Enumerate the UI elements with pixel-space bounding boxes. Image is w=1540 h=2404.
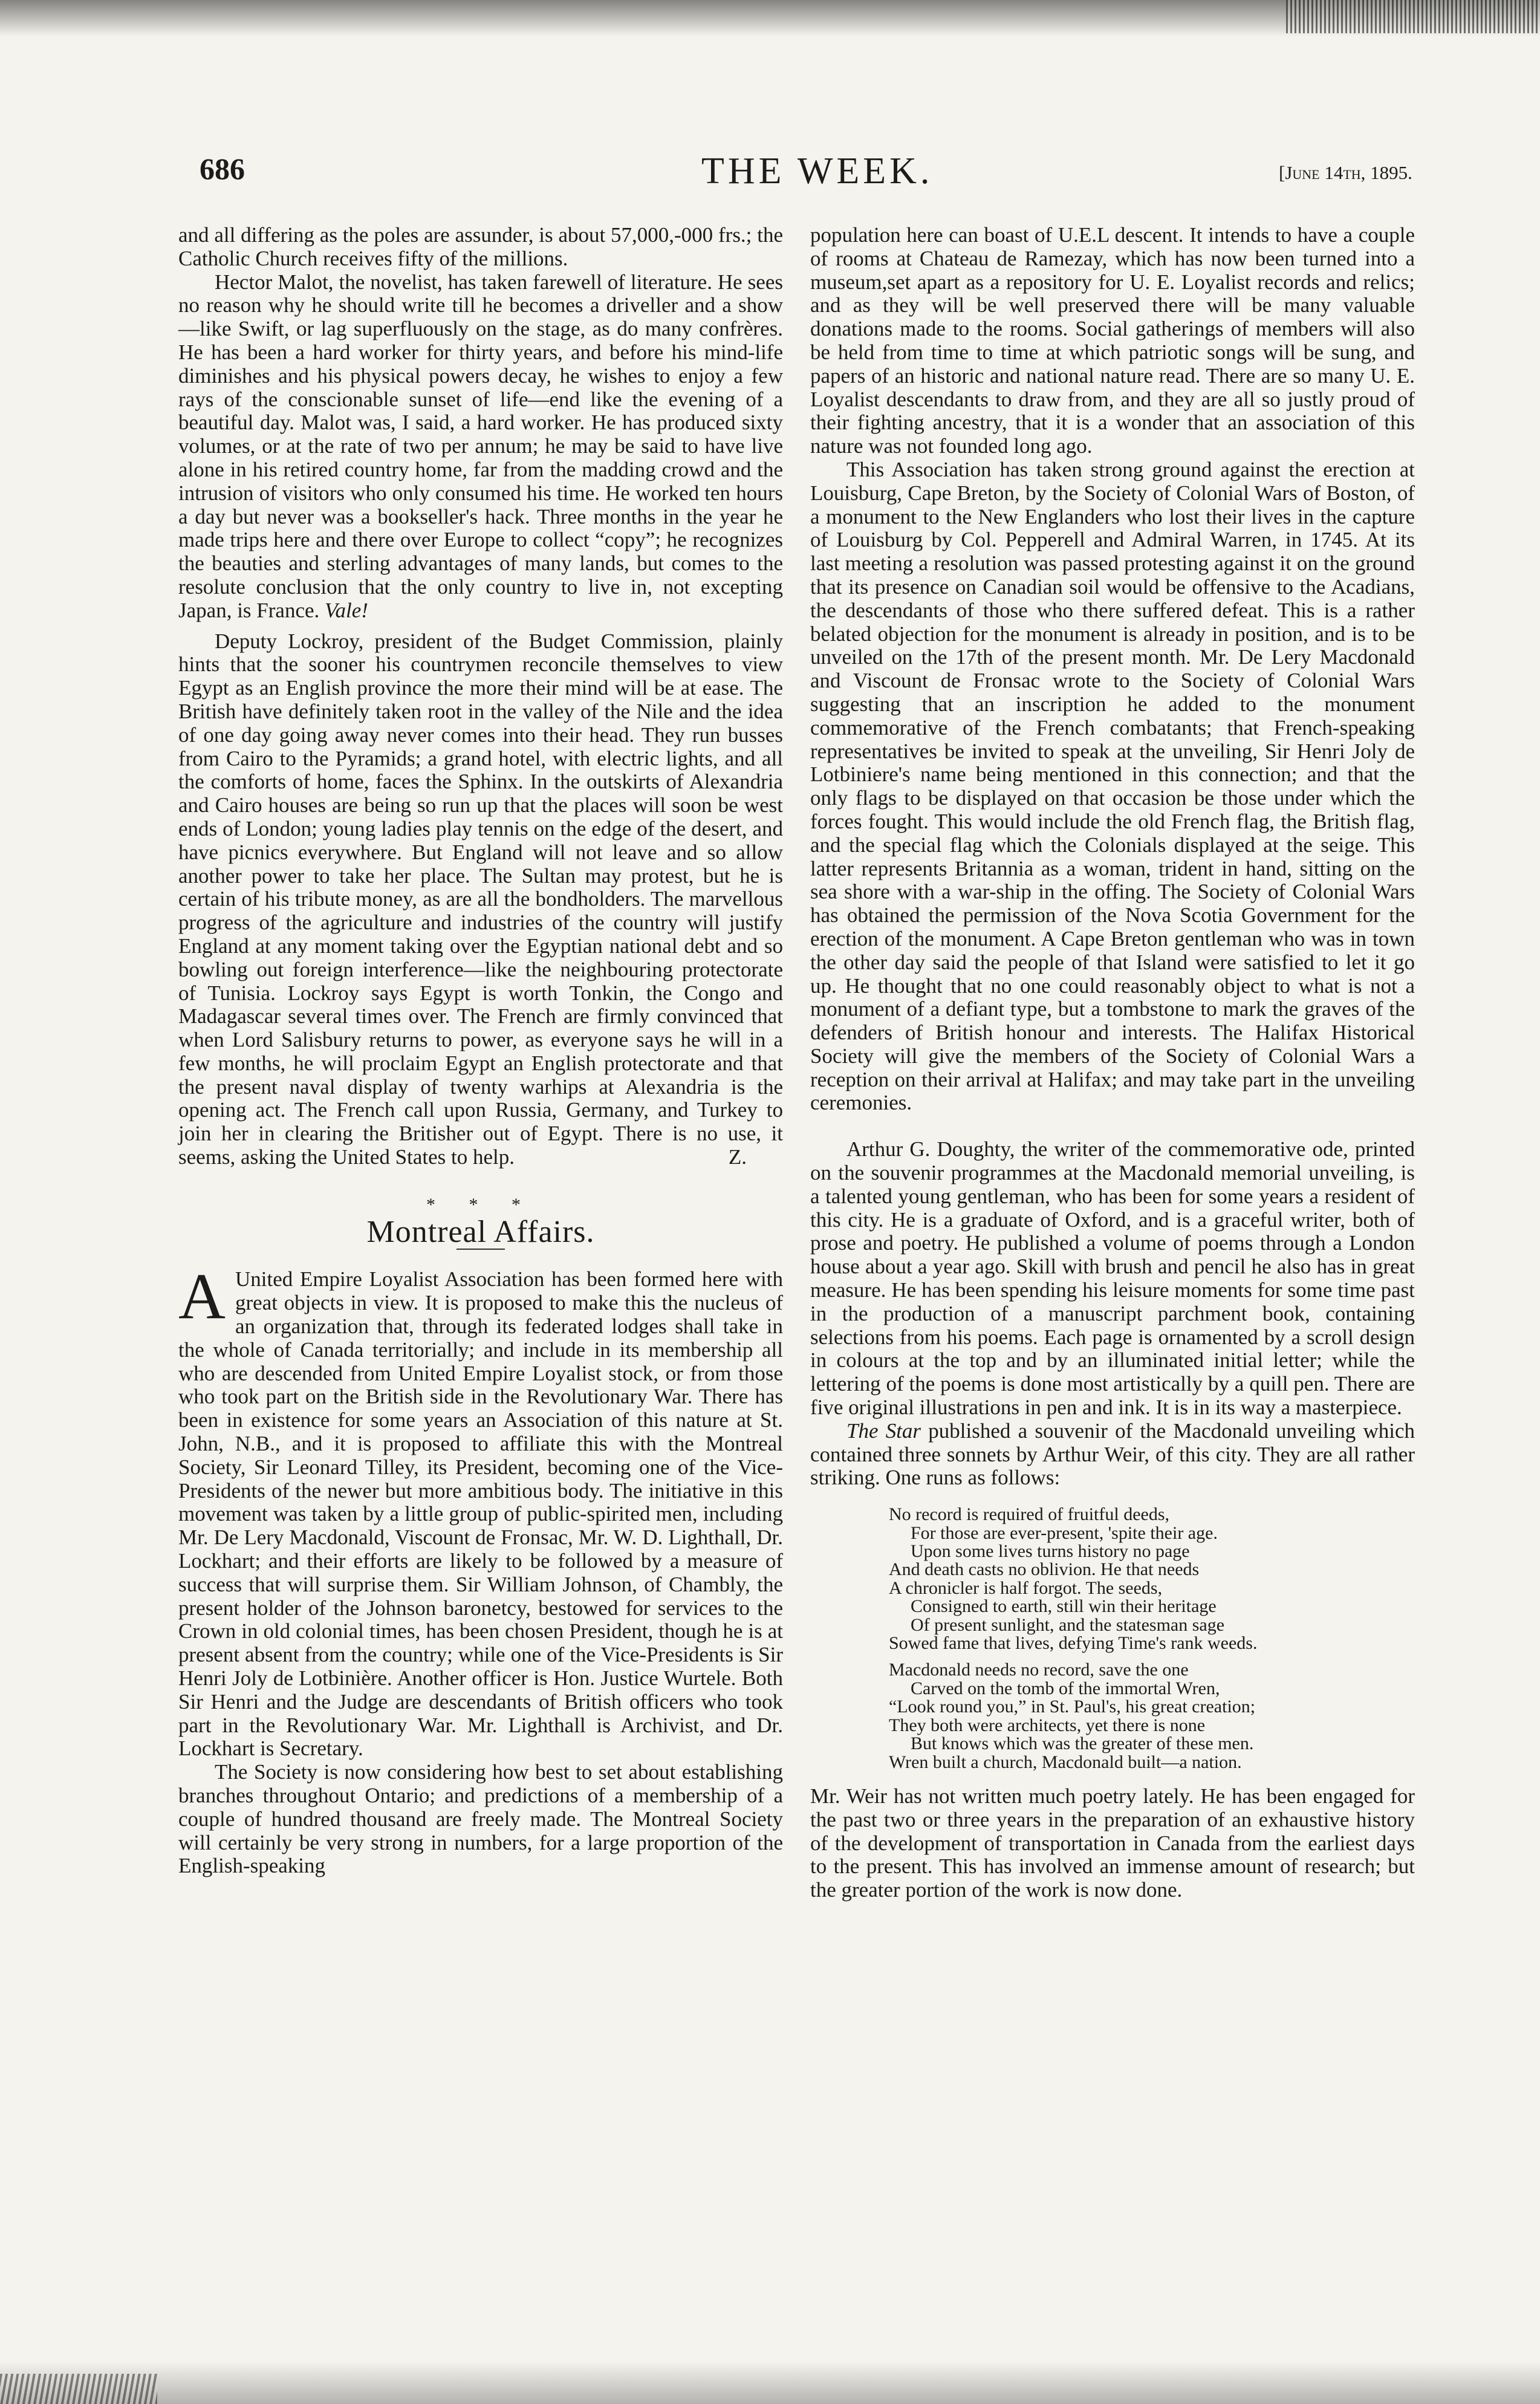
poem-line: They both were architects, yet there is none — [889, 1715, 1206, 1735]
section-title: Montreal Affairs. — [366, 1214, 595, 1249]
right-paragraph-doughty: Arthur G. Doughty, the writer of the commemorative ode, printed on the souvenir programmes at the Macdonald memorial unveiling, is a talented young gentleman, who has been for some years a resident of this city. He is a graduate of Oxford, and is a graceful writer, both of prose and poetry. He published a volume of poems through a London house about a year ago. Skill with brush and pencil he also has in great measure. He has been spending his leisure moments for some time past in the production of a manuscript parchment book, containing selections from his poems. Each page is ornamented by a scroll design in colours at the top and by an illuminated initial letter; while the lettering of the poems is done most artistically by a quill pen. There are five original illustrations in pen and ink. It is in its way a masterpiece. — [810, 1137, 1415, 1420]
sonnet-stanza-1 — [889, 1506, 1415, 1652]
sonnet — [889, 1506, 1415, 1772]
left-paragraph-1: and all differing as the poles are assunder, is about 57,000,-000 frs.; the Catholic Church receives fifty of the millions. — [178, 223, 783, 270]
page-header — [0, 133, 1540, 193]
right-paragraph-louisburg: This Association has taken strong ground against the erection at Louisburg, Cape Breton, by the Society of Colonial Wars of Boston, of a monument to the New Englanders who lost their lives in the capture of Louisburg by Col. Pepperell and Admiral Warren, in 1745. At its last meeting a resolution was passed protesting against it on the ground that its presence on Canadian soil would be offensive to the Acadians, the descendants of those who there suffered defeat. This is a rather belated objection for the monument is already in position, and is to be unveiled on the 17th of the present month. Mr. De Lery Macdonald and Viscount de Fronsac wrote to the Society of Colonial Wars suggesting that an inscription he added to the monument commemorative of the French combatants; that French-speaking representatives be invited to speak at the unveiling, Sir Henri Joly de Lotbiniere's name being mentioned in this connection; and that the only flags to be displayed on that occasion be those under which the forces fought. This would include the old French flag, the British flag, and the special flag which the Colonials displayed at the seige. This latter represents Britannia as a woman, trident in hand, sitting on the sea shore with a war-ship in the offing. The Society of Colonial Wars has obtained the permission of the Nova Scotia Government for the erection of the monument. A Cape Breton gentleman who was in town the other day said the people of that Island were satisfied to let it go up. He thought that no one could reasonably object to what is not a monument of a defiant type, but a tombstone to mark the graves of the defenders of British honour and interests. The Halifax Historical Society will give the members of the Society of Colonial Wars a reception on their arrival at Halifax; and may take part in the unveiling ceremonies. — [810, 457, 1415, 1115]
star-title: The Star — [846, 1418, 921, 1443]
right-paragraph-weir: Mr. Weir has not written much poetry lately. He has been engaged for the past two or three years in the preparation of an exhaustive history of the development of transportation in Canada from the earliest days to the present. This has involved an immense amount of research; but the greater portion of the work is now done. — [810, 1784, 1415, 1902]
scan-edge-top-right — [1286, 0, 1540, 33]
poem-line: Carved on the tomb of the immortal Wren, — [911, 1678, 1220, 1698]
right-paragraph-star — [810, 1420, 1415, 1490]
poem-line: But knows which was the greater of these men. — [911, 1733, 1254, 1754]
poem-line: Macdonald needs no record, save the one — [889, 1660, 1189, 1680]
poem-line: For those are ever-present, 'spite their age. — [911, 1522, 1218, 1543]
poem-line: And death casts no oblivion. He that needs — [889, 1559, 1200, 1580]
drop-cap: A — [178, 1261, 226, 1333]
malot-text: Hector Malot, the novelist, has taken farewell of literature. He sees no reason why he should write till he becomes a driveller and a show—like Swift, or lag superfluously on the stage, as do many confrères. He has been a hard worker for thirty years, and before his mind-life diminishes and his physical powers decay, he wishes to enjoy a few rays of the conscionable sunset of life—end like the evening of a beautiful day. Malot was, I said, a hard worker. He has produced sixty volumes, or at the rate of two per annum; he may be said to have live alone in his retired country home, far from the madding crowd and the intrusion of visitors who only consumed his time. He worked ten hours a day but never was a bookseller's hack. Three months in the year he made trips here and there over Europe to collect “copy”; he recognizes the beauties and sterling advantages of many lands, but comes to the resolute conclusion that the only country to live in, not excepting Japan, is France. — [178, 270, 783, 622]
left-paragraph-lockroy — [178, 630, 783, 1169]
left-paragraph-society: The Society is now considering how best to set about establishing branches throughout Ontario; and predictions of a membership of a couple of hundred thousand are freely made. The Montreal Society will certainly be very strong in numbers, for a large proportion of the English-speaking — [178, 1760, 783, 1878]
sonnet-stanza-2 — [889, 1661, 1415, 1771]
star-text: published a souvenir of the Macdonald unveiling which contained three sonnets by Arthur Weir, of this city. They are all rather striking. One runs as follows: — [810, 1418, 1415, 1490]
asterism: * * * — [426, 1194, 535, 1215]
masthead-title: THE WEEK. — [701, 151, 934, 192]
page-number: 686 — [200, 152, 245, 186]
vale-text: Vale! — [325, 598, 368, 622]
right-paragraph-1: population here can boast of U.E.L descent. It intends to have a couple of rooms at Chateau de Ramezay, which has now been turned into a museum,set apart as a repository for U. E. Loyalist records and relics; and as they will be well preserved there will be many valuable donations made to the rooms. Social gatherings of members will also be held from time to time at which patriotic songs will be sung, and papers of an historic and national nature read. There are so many U. E. Loyalist descendants to draw from, and they are all so justly proud of their fighting ancestry, that it is a wonder that an association of this nature was not founded long ago. — [810, 223, 1415, 458]
montreal-paragraph-text: United Empire Loyalist Association has been formed here with great objects in view. It is proposed to make this the nucleus of an organization that, through its federated lodges shall take in the whole of Canada territorially; and include in its membership all who are descended from United Empire Loyalist stock, or from those who took part on the British side in the Revolutionary War. There has been in existence for some years an Association of this nature at St. John, N.B., and it is proposed to affiliate this with the Montreal Society, Sir Leonard Tilley, its President, becoming one of the Vice-Presidents of the newer but more ambitious body. The initiative in this movement was taken by a little group of public-spirited men, including Mr. De Lery Macdonald, Viscount de Fronsac, Mr. W. D. Lighthall, Dr. Lockhart; and their efforts are likely to be followed by a measure of success that will surprise them. Sir William Johnson, of Chambly, the present holder of the Johnson baronetcy, bestowed for services to the Crown in old colonial times, has been chosen President, though he is at present absent from the country; while one of the Vice-Presidents is Sir Henri Joly de Lotbinière. Another officer is Hon. Justice Wurtele. Both Sir Henri and the Judge are descendants of British officers who took part in the Revolutionary War. Mr. Lighthall is Archivist, and Dr. Lockhart is Secretary. — [178, 1267, 783, 1761]
poem-line: No record is required of fruitful deeds, — [889, 1504, 1170, 1525]
scan-edge-bottom — [0, 2362, 1540, 2404]
signature-z: Z. — [728, 1145, 747, 1169]
right-column — [810, 224, 1415, 1902]
poem-line: Of present sunlight, and the statesman sage — [911, 1614, 1225, 1635]
poem-line: A chronicler is half forgot. The seeds, — [889, 1577, 1163, 1598]
left-paragraph-malot — [178, 271, 783, 623]
poem-line: “Look round you,” in St. Paul's, his great creation; — [889, 1697, 1256, 1717]
scan-edge-bottom-left — [0, 2374, 157, 2404]
issue-date: [June 14th, 1895. — [1279, 162, 1412, 183]
poem-line: Sowed fame that lives, defying Time's rank weeds. — [889, 1633, 1258, 1654]
left-column — [178, 224, 783, 1878]
poem-line: Upon some lives turns history no page — [911, 1541, 1190, 1562]
poem-line: Consigned to earth, still win their heritage — [911, 1596, 1217, 1617]
title-rule — [456, 1249, 505, 1250]
poem-line: Wren built a church, Macdonald built—a nation. — [889, 1752, 1242, 1772]
lockroy-text: Deputy Lockroy, president of the Budget Commission, plainly hints that the sooner his countrymen reconcile themselves to view Egypt as an English province the more their mind will be at ease. The British have definitely taken root in the valley of the Nile and the idea of one day going away never comes into their head. They run busses from Cairo to the Pyramids; a grand hotel, with electric lights, and all the comforts of home, faces the Sphinx. In the outskirts of Alexandria and Cairo houses are being so run up that the places will soon be west ends of London; young ladies play tennis on the edge of the desert, and have picnics everywhere. But England will not leave and so allow another power to take her place. The Sultan may protest, but he is certain of his tribute money, as are all the bondholders. The marvellous progress of the agriculture and industries of the country will justify England at any moment taking over the Egyptian national debt and so bowling out foreign interference—like the neighbouring protectorate of Tunisia. Lockroy says Egypt is worth Tonkin, the Congo and Madagascar several times over. The French are firmly convinced that when Lord Salisbury returns to power, as everyone says he will in a few months, he will proclaim Egypt an English protectorate and that the present naval display of twenty warhips at Alexandria is the opening act. The French call upon Russia, Germany, and Turkey to join her in clearing the Britisher out of Egypt. There is no use, it seems, asking the United States to help. — [178, 629, 783, 1169]
montreal-paragraph — [178, 1261, 783, 1761]
